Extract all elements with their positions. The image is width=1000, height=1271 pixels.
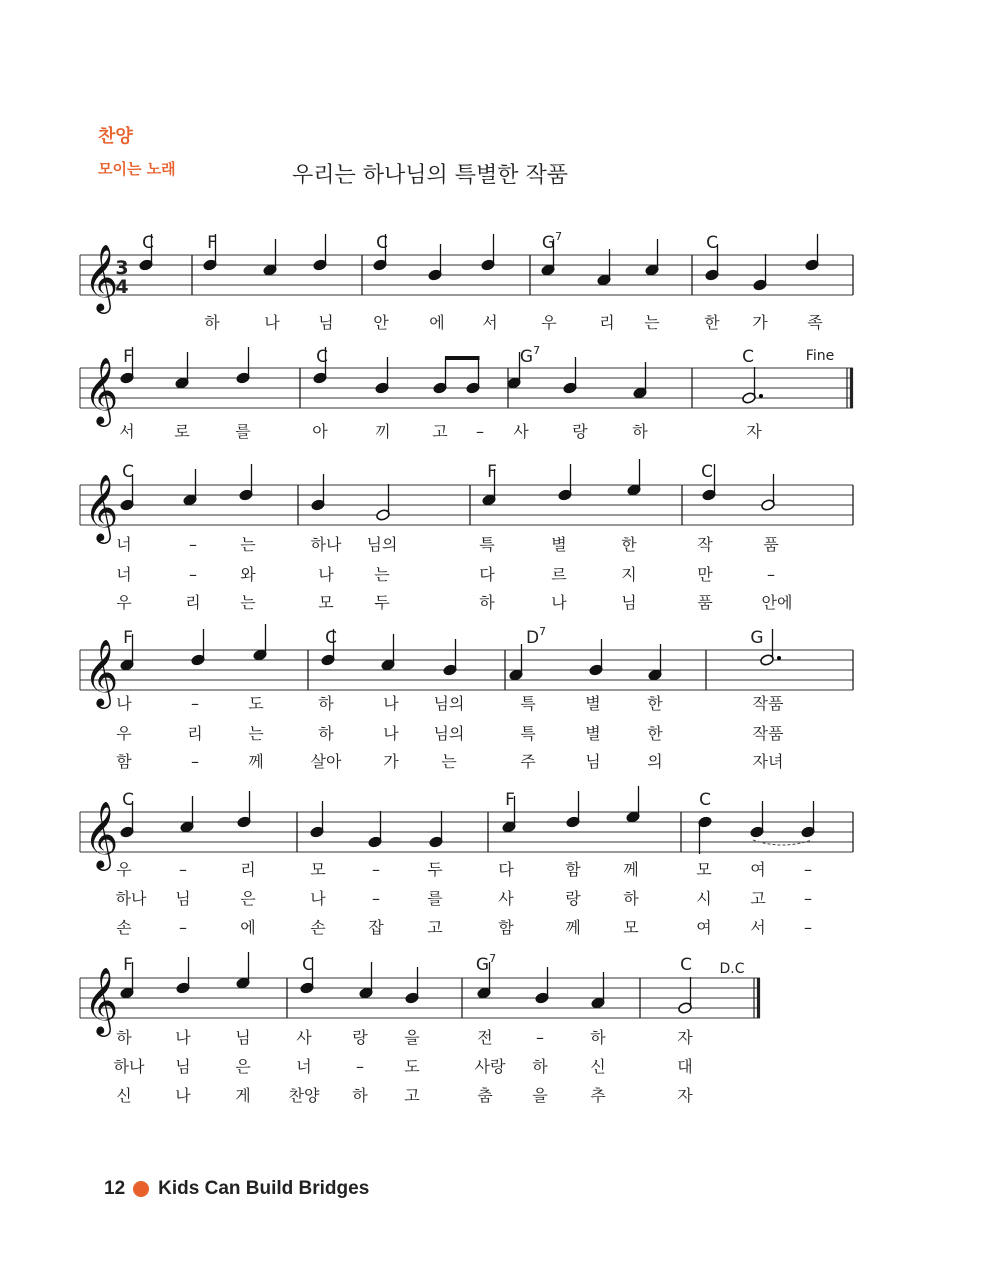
lyric-syllable: 안에 [761,593,793,612]
lyric-syllable: 하 [532,1057,548,1076]
lyric-syllable: 하 [590,1028,606,1047]
lyric-syllable: 품 [697,593,713,612]
chord-symbol: C [316,347,328,367]
chord-symbol: $G^7$ [475,952,497,975]
lyric-syllable: 사 [498,889,514,908]
lyric-syllable: 우 [541,313,557,332]
lyric-syllable: 주 [520,752,536,771]
lyric-syllable: 와 [240,565,256,584]
lyric-syllable: 추 [590,1086,606,1105]
lyric-syllable: 님의 [433,724,465,743]
time-signature-bottom: 4 [115,276,129,298]
lyric-syllable: 안 [373,313,389,332]
lyric-syllable: 가 [383,752,399,771]
lyric-syllable: 손 [116,918,132,937]
chord-symbol: F [123,628,133,648]
lyric-syllable: 우 [116,724,132,743]
lyric-syllable: 하나 [115,889,147,908]
lyric-syllable: 나 [175,1028,191,1047]
lyric-syllable: 살아 [310,752,342,771]
treble-clef-icon: 𝄞 [84,638,119,706]
lyric-syllable: 로 [174,422,190,441]
lyric-syllable: 사 [296,1028,312,1047]
lyric-syllable: 님 [175,1057,191,1076]
lyric-syllable: 별 [585,694,601,713]
lyric-syllable: – [191,694,199,713]
lyric-syllable: 도 [248,694,264,713]
chord-symbol: F [487,462,497,482]
lyric-syllable: 자 [677,1028,693,1047]
lyric-syllable: 너 [116,565,132,584]
lyric-syllable: 나 [310,889,326,908]
lyric-syllable: 함 [565,860,581,879]
lyric-syllable: 나 [383,694,399,713]
lyric-syllable: 서 [119,422,135,441]
lyric-syllable: 나 [318,565,334,584]
lyric-syllable: 도 [404,1057,420,1076]
lyric-syllable: 모 [696,860,712,879]
lyric-syllable: 너 [296,1057,312,1076]
lyric-syllable: 자 [677,1086,693,1105]
lyric-syllable: 에 [240,918,256,937]
lyric-syllable: 신 [116,1086,132,1105]
lyric-syllable: – [804,918,812,937]
lyric-syllable: 은 [235,1057,251,1076]
lyric-syllable: 모 [623,918,639,937]
lyric-syllable: – [179,918,187,937]
lyric-syllable: 는 [374,565,390,584]
lyric-syllable: 시 [696,889,712,908]
lyric-syllable: 리 [185,593,201,612]
lyric-syllable: – [179,860,187,879]
lyric-syllable: 족 [807,313,823,332]
lyric-syllable: 랑 [572,422,588,441]
lyric-syllable: – [536,1028,544,1047]
lyric-syllable: 별 [551,535,567,554]
lyric-syllable: 하 [352,1086,368,1105]
lyric-syllable: 은 [240,889,256,908]
lyric-syllable: 자 [746,422,762,441]
lyric-syllable: 를 [235,422,251,441]
lyric-syllable: 나 [551,593,567,612]
chord-symbol: F [123,347,133,367]
lyric-syllable: 는 [240,593,256,612]
lyric-syllable: 특 [520,724,536,743]
chord-symbol: $D^7$ [525,625,547,648]
lyric-syllable: 하나 [310,535,342,554]
lyric-syllable: 모 [310,860,326,879]
lyric-syllable: 함 [498,918,514,937]
lyric-syllable: 한 [704,313,720,332]
chord-symbol: C [325,628,337,648]
lyric-syllable: 대 [677,1057,693,1076]
lyric-syllable: – [189,535,197,554]
lyric-syllable: – [191,752,199,771]
lyric-syllable: 하 [116,1028,132,1047]
lyric-syllable: 는 [644,313,660,332]
lyric-syllable: 우 [116,593,132,612]
augmentation-dot [777,656,781,660]
lyric-syllable: 게 [235,1086,251,1105]
lyric-syllable: 두 [427,860,443,879]
lyric-syllable: 서 [750,918,766,937]
chord-symbol: C [742,347,754,367]
chord-symbol: F [207,233,217,253]
lyric-syllable: 자녀 [752,752,784,771]
lyric-syllable: – [189,565,197,584]
chord-symbol: C [701,462,713,482]
lyric-syllable: 는 [248,724,264,743]
lyric-syllable: 르 [551,565,567,584]
lyric-syllable: 춤 [477,1086,493,1105]
lyric-syllable: 한 [647,724,663,743]
lyric-syllable: 끼 [375,422,391,441]
treble-clef-icon: 𝄞 [84,966,119,1034]
lyric-syllable: – [804,889,812,908]
lyric-syllable: 님 [621,593,637,612]
lyric-syllable: 께 [565,918,581,937]
lyric-syllable: 하 [204,313,220,332]
chord-symbol: C [706,233,718,253]
lyric-syllable: 를 [427,889,443,908]
lyric-syllable: 만 [697,565,713,584]
lyric-syllable: 님의 [433,694,465,713]
lyric-syllable: 잡 [368,918,384,937]
lyric-syllable: 는 [240,535,256,554]
lyric-syllable: 신 [590,1057,606,1076]
page-number: 12 [104,1178,126,1199]
chord-symbol: $G^7$ [519,344,541,367]
chord-symbol: C [142,233,154,253]
chord-symbol: C [122,790,134,810]
treble-clef-icon: 𝄞 [84,473,119,541]
lyric-syllable: 한 [621,535,637,554]
chord-symbol: C [680,955,692,975]
chord-symbol: C [699,790,711,810]
lyric-syllable: 하나 [113,1057,145,1076]
lyric-syllable: 다 [479,565,495,584]
lyric-syllable: 나 [264,313,280,332]
lyric-syllable: 사 [513,422,529,441]
lyric-syllable: 별 [585,724,601,743]
lyric-syllable: 하 [318,724,334,743]
augmentation-dot [759,394,763,398]
treble-clef-icon: 𝄞 [84,800,119,868]
lyric-syllable: 랑 [565,889,581,908]
lyric-syllable: 한 [647,694,663,713]
lyric-syllable: – [476,422,484,441]
lyric-syllable: 여 [750,860,766,879]
lyric-syllable: – [372,860,380,879]
lyric-syllable: 하 [479,593,495,612]
chord-symbol: C [122,462,134,482]
lyric-syllable: 을 [404,1028,420,1047]
page-footer [104,1178,369,1200]
lyric-syllable: 너 [116,535,132,554]
chord-symbol: $G^7$ [541,230,563,253]
lyric-syllable: 을 [532,1086,548,1105]
orange-dot-icon [133,1181,149,1197]
lyric-syllable: – [356,1057,364,1076]
chord-symbol: C [376,233,388,253]
lyric-syllable: 특 [520,694,536,713]
lyric-syllable: 리 [240,860,256,879]
lyric-syllable: 손 [310,918,326,937]
lyric-syllable: 의 [647,752,663,771]
lyric-syllable: 특 [479,535,495,554]
performance-mark: D.C [719,961,745,977]
lyric-syllable: 작품 [752,694,784,713]
lyric-syllable: 모 [318,593,334,612]
lyric-syllable: 우 [116,860,132,879]
lyric-syllable: 나 [383,724,399,743]
performance-mark: Fine [805,348,835,364]
chord-symbol: F [505,790,515,810]
lyric-syllable: – [804,860,812,879]
lyric-syllable: 작 [697,535,713,554]
section-label: 찬양 [98,126,133,147]
lyric-syllable: 께 [248,752,264,771]
lyric-syllable: – [767,565,775,584]
lyric-syllable: 가 [752,313,768,332]
lyric-syllable: 나 [175,1086,191,1105]
song-title: 우리는 하나님의 특별한 작품 [292,163,569,188]
lyric-syllable: 님 [235,1028,251,1047]
lyric-syllable: 님 [318,313,334,332]
lyric-syllable: 두 [374,593,390,612]
lyric-syllable: 고 [432,422,448,441]
section-subtitle: 모이는 노래 [98,160,176,178]
lyric-syllable: 찬양 [288,1086,320,1105]
lyric-syllable: 지 [621,565,637,584]
book-title: Kids Can Build Bridges [158,1178,370,1199]
lyric-syllable: 고 [404,1086,420,1105]
lyric-syllable: 함 [116,752,132,771]
lyric-syllable: 하 [632,422,648,441]
lyric-syllable: 리 [187,724,203,743]
lyric-syllable: 나 [116,694,132,713]
lyric-syllable: 품 [763,535,779,554]
lyric-syllable: 하 [623,889,639,908]
lyric-syllable: 님의 [366,535,398,554]
chord-symbol: G [750,628,764,648]
chord-symbol: C [302,955,314,975]
lyric-syllable: 리 [599,313,615,332]
lyric-syllable: 랑 [352,1028,368,1047]
note-beam [445,356,480,360]
time-signature-top: 3 [115,257,129,279]
treble-clef-icon: 𝄞 [84,243,119,311]
lyric-syllable: 전 [477,1028,493,1047]
lyric-syllable: 다 [498,860,514,879]
lyric-syllable: 고 [427,918,443,937]
lyric-syllable: 작품 [752,724,784,743]
lyric-syllable: 하 [318,694,334,713]
lyric-syllable: 는 [441,752,457,771]
lyric-syllable: 님 [175,889,191,908]
lyric-syllable: 아 [312,422,328,441]
chord-symbol: F [123,955,133,975]
lyric-syllable: 여 [696,918,712,937]
lyric-syllable: 에 [429,313,445,332]
lyric-syllable: 께 [623,860,639,879]
lyric-syllable: 사랑 [474,1057,506,1076]
lyric-syllable: 서 [482,313,498,332]
lyric-syllable: 고 [750,889,766,908]
lyric-syllable: 님 [585,752,601,771]
lyric-syllable: – [372,889,380,908]
treble-clef-icon: 𝄞 [84,356,119,424]
